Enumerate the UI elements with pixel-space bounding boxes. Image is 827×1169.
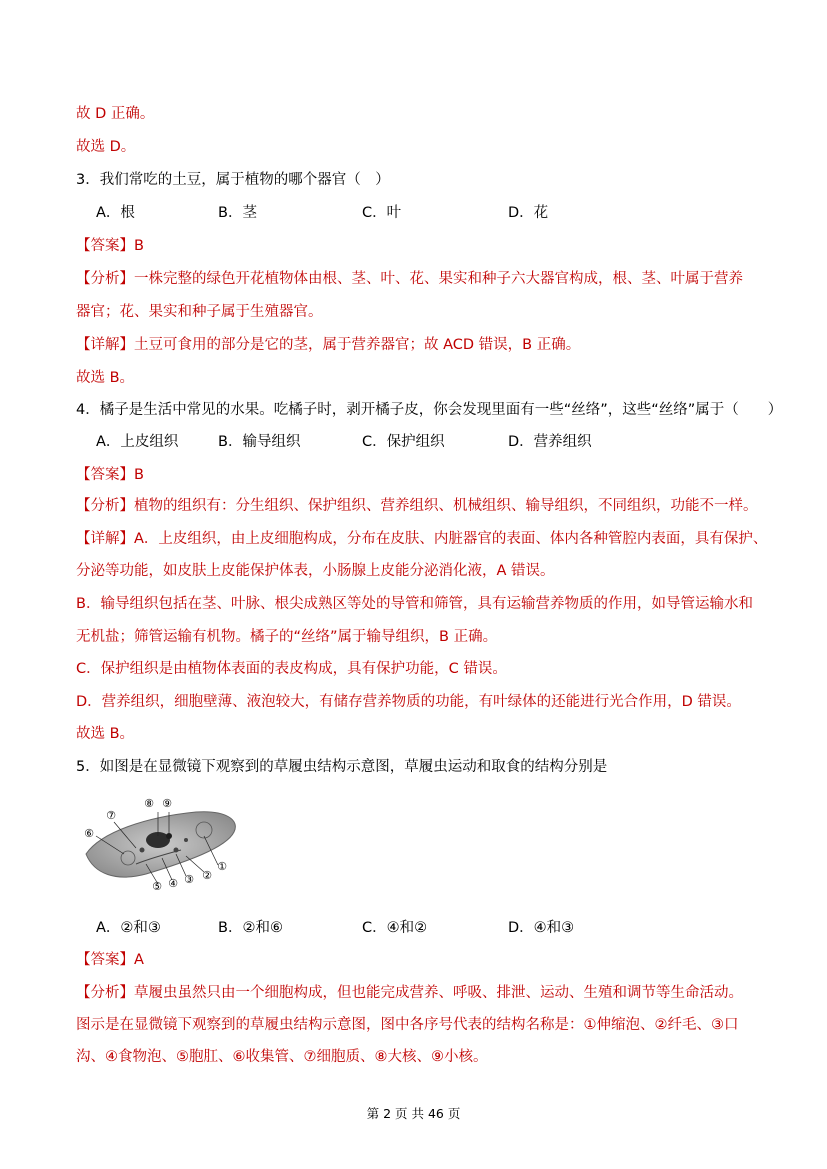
option-a: A．②和③ xyxy=(96,920,161,936)
option-c: C．保护组织 xyxy=(362,434,445,450)
option-b: B．茎 xyxy=(218,205,257,221)
detail-4: 【详解】A．上皮组织，由上皮细胞构成，分布在皮肤、内脏器官的表面、体内各种管腔内表面，具有保护、 xyxy=(76,531,768,547)
figure-label-1: ① xyxy=(217,860,227,873)
figure-label-8: ⑧ xyxy=(144,797,154,810)
page-footer: 第 2 页 共 46 页 xyxy=(366,1106,461,1121)
option-c: C．④和② xyxy=(362,920,428,936)
detail-3: 【详解】土豆可食用的部分是它的茎，属于营养器官；故 ACD 错误，B 正确。 xyxy=(76,337,581,353)
question-4: 4．橘子是生活中常见的水果。吃橘子时，剥开橘子皮，你会发现里面有一些“丝络”，这些“丝络”属于（ ） xyxy=(76,402,783,418)
option-a: A．根 xyxy=(96,205,135,221)
detail-4-d: D．营养组织，细胞壁薄、液泡较大，有储存营养物质的功能，有叶绿体的还能进行光合作用，D 错误。 xyxy=(76,694,741,710)
detail-4-c: C．保护组织是由植物体表面的表皮构成，具有保护功能，C 错误。 xyxy=(76,661,507,677)
option-d: D．④和③ xyxy=(508,920,575,936)
answer-5: 【答案】A xyxy=(76,952,144,968)
question-5: 5．如图是在显微镜下观察到的草履虫结构示意图，草履虫运动和取食的结构分别是 xyxy=(76,759,608,775)
detail-4-b: B．输导组织包括在茎、叶脉、根尖成熟区等处的导管和筛管，具有运输营养物质的作用，如导管运输水和 xyxy=(76,596,753,612)
analysis-5: 【分析】草履虫虽然只由一个细胞构成，但也能完成营养、呼吸、排泄、运动、生殖和调节等生命活动。 xyxy=(76,985,743,1001)
figure-label-3: ③ xyxy=(184,873,194,886)
option-a: A．上皮组织 xyxy=(96,434,179,450)
analysis-5-cont: 图示是在显微镜下观察到的草履虫结构示意图，图中各序号代表的结构名称是：①伸缩泡、②纤毛、③口 xyxy=(76,1017,739,1033)
figure-label-7: ⑦ xyxy=(106,809,116,822)
food-vacuole xyxy=(140,848,145,853)
figure-label-2: ② xyxy=(202,869,212,882)
answer-4: 【答案】B xyxy=(76,467,144,483)
paramecium-figure xyxy=(76,792,242,890)
analysis-4: 【分析】植物的组织有：分生组织、保护组织、营养组织、机械组织、输导组织，不同组织，功能不一样。 xyxy=(76,498,758,514)
option-c: C．叶 xyxy=(362,205,402,221)
figure-label-6: ⑥ xyxy=(84,827,94,840)
option-b: B．输导组织 xyxy=(218,434,301,450)
option-d: D．花 xyxy=(508,205,549,221)
food-vacuole xyxy=(184,838,188,842)
option-b: B．②和⑥ xyxy=(218,920,283,936)
analysis-5-cont2: 沟、④食物泡、⑤胞肛、⑥收集管、⑦细胞质、⑧大核、⑨小核。 xyxy=(76,1049,488,1065)
figure-label-9: ⑨ xyxy=(162,797,172,810)
answer-3: 【答案】B xyxy=(76,238,144,254)
figure-label-5: ⑤ xyxy=(152,880,162,890)
text-line: 故选 D。 xyxy=(76,139,136,155)
question-3: 3．我们常吃的土豆，属于植物的哪个器官（ ） xyxy=(76,172,390,188)
choice-4: 故选 B。 xyxy=(76,726,135,742)
analysis-3: 【分析】一株完整的绿色开花植物体由根、茎、叶、花、果实和种子六大器官构成，根、茎、叶属于营养 xyxy=(76,271,743,287)
analysis-3-cont: 器官；花、果实和种子属于生殖器官。 xyxy=(76,304,323,320)
figure-label-4: ④ xyxy=(168,877,178,890)
choice-3: 故选 B。 xyxy=(76,370,135,386)
text-line: 故 D 正确。 xyxy=(76,106,155,122)
detail-4-b-cont: 无机盐；筛管运输有机物。橘子的“丝络”属于输导组织，B 正确。 xyxy=(76,629,498,645)
detail-4-cont: 分泌等功能，如皮肤上皮能保护体表，小肠腺上皮能分泌消化液，A 错误。 xyxy=(76,563,555,579)
option-d: D．营养组织 xyxy=(508,434,592,450)
